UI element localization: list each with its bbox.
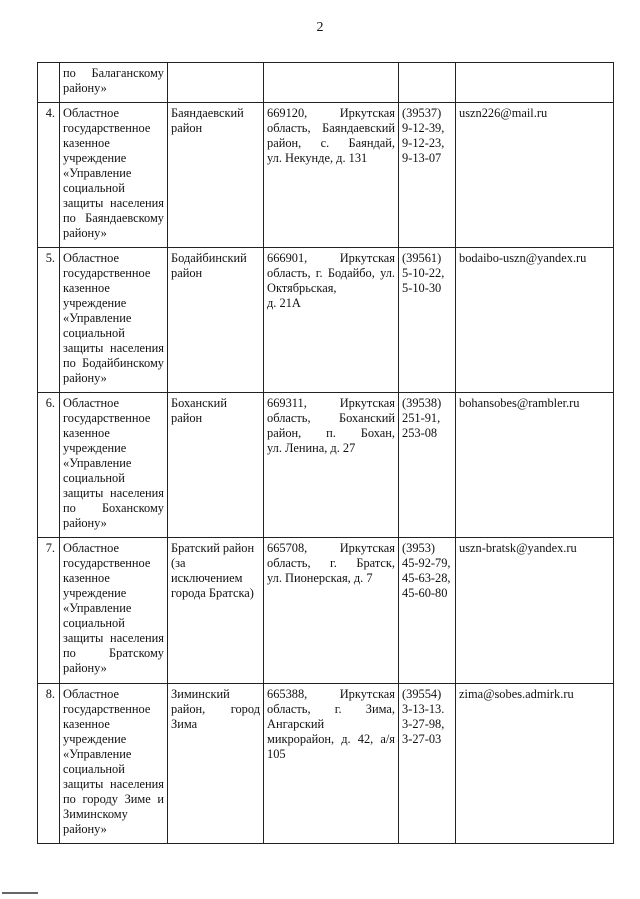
cell-num: 7.: [38, 538, 60, 684]
cell-email: zima@sobes.admirk.ru: [456, 684, 614, 844]
area-line: Боханский: [171, 396, 227, 410]
table-row: [38, 248, 614, 393]
phone-line: 45-92-79,: [402, 556, 451, 570]
cell-phone: [399, 63, 456, 103]
phone-line: 9-12-39,: [402, 121, 445, 135]
org-line: «Управление: [63, 166, 132, 180]
address-line: ул. Пионерская, д. 7: [267, 571, 373, 585]
address-line: Ангарский: [267, 717, 325, 731]
table-row: [38, 684, 614, 844]
cell-address: [264, 63, 399, 103]
cell-address: [264, 248, 399, 393]
address-line: Октябрьская,: [267, 281, 337, 295]
org-line: защиты населения: [63, 486, 164, 500]
area-line: Бодайбинский: [171, 251, 247, 265]
phone-line: 251-91,: [402, 411, 441, 425]
address-line: область, Боханский: [267, 411, 395, 425]
phone-line: (39554): [402, 687, 442, 701]
org-line: «Управление: [63, 456, 132, 470]
org-line: социальной: [63, 181, 125, 195]
org-line: Областное: [63, 396, 120, 410]
phone-line: 9-12-23,: [402, 136, 445, 150]
org-line: социальной: [63, 616, 125, 630]
cell-num: 4.: [38, 103, 60, 248]
phone-line: (39538): [402, 396, 442, 410]
cell-num: 6.: [38, 393, 60, 538]
cell-area: [168, 63, 264, 103]
area-line: города Братска): [171, 586, 254, 600]
org-line: по Бодайбинскому: [63, 356, 164, 370]
table-row-continuation: [38, 63, 614, 103]
org-line: Областное: [63, 106, 120, 120]
cell-area: [168, 393, 264, 538]
org-line: по Баяндаевскому: [63, 211, 164, 225]
phone-line: (39537): [402, 106, 442, 120]
address-line: область, г. Братск,: [267, 556, 395, 570]
cell-area: [168, 103, 264, 248]
phone-line: 5-10-22,: [402, 266, 445, 280]
cell-area: [168, 538, 264, 684]
registry-table: [37, 62, 614, 844]
cell-email: uszn-bratsk@yandex.ru: [456, 538, 614, 684]
phone-line: 253-08: [402, 426, 438, 440]
phone-line: 3-13-13.: [402, 702, 445, 716]
org-line: социальной: [63, 326, 125, 340]
cell-num: 8.: [38, 684, 60, 844]
scan-edge-mark: [2, 892, 38, 894]
org-line: государственное: [63, 411, 151, 425]
org-line: Областное: [63, 541, 120, 555]
cell-organization: [60, 63, 168, 103]
address-line: 665708, Иркутская: [267, 541, 395, 555]
org-line: району»: [63, 81, 107, 95]
phone-line: 9-13-07: [402, 151, 442, 165]
area-line: Баяндаевский: [171, 106, 244, 120]
cell-phone: [399, 684, 456, 844]
cell-email: bodaibo-uszn@yandex.ru: [456, 248, 614, 393]
phone-line: 45-60-80: [402, 586, 448, 600]
org-line: Зиминскому: [63, 807, 128, 821]
org-line: по Боханскому: [63, 501, 164, 515]
org-line: Областное: [63, 687, 120, 701]
org-line: социальной: [63, 762, 125, 776]
org-line: учреждение: [63, 151, 127, 165]
cell-address: [264, 538, 399, 684]
cell-phone: [399, 248, 456, 393]
area-line: Зима: [171, 717, 198, 731]
address-line: д. 21А: [267, 296, 301, 310]
address-line: 105: [267, 747, 286, 761]
area-line: район: [171, 121, 203, 135]
phone-line: (39561): [402, 251, 442, 265]
cell-address: [264, 393, 399, 538]
area-line: (за: [171, 556, 186, 570]
area-line: исключением: [171, 571, 243, 585]
org-line: району»: [63, 516, 107, 530]
org-line: учреждение: [63, 586, 127, 600]
org-line: защиты населения: [63, 196, 164, 210]
page-number: 2: [316, 20, 324, 35]
org-line: государственное: [63, 121, 151, 135]
org-line: казенное: [63, 426, 110, 440]
cell-phone: [399, 538, 456, 684]
area-line: Братский район: [171, 541, 255, 555]
org-line: учреждение: [63, 441, 127, 455]
phone-line: 45-63-28,: [402, 571, 451, 585]
area-line: район: [171, 411, 203, 425]
table-row: [38, 538, 614, 684]
org-line: государственное: [63, 266, 151, 280]
address-line: 666901, Иркутская: [267, 251, 395, 265]
org-line: учреждение: [63, 296, 127, 310]
address-line: 665388, Иркутская: [267, 687, 395, 701]
address-line: область, г. Зима,: [267, 702, 395, 716]
cell-email: [456, 63, 614, 103]
phone-line: (3953): [402, 541, 436, 555]
cell-address: [264, 103, 399, 248]
table-row: [38, 393, 614, 538]
org-line: Областное: [63, 251, 120, 265]
org-line: государственное: [63, 556, 151, 570]
org-line: району»: [63, 822, 107, 836]
org-line: «Управление: [63, 747, 132, 761]
cell-area: [168, 248, 264, 393]
address-line: 669311, Иркутская: [267, 396, 395, 410]
area-line: Зиминский: [171, 687, 230, 701]
cell-num: [38, 63, 60, 103]
org-line: району»: [63, 371, 107, 385]
address-line: область, г. Бодайбо, ул.: [267, 266, 395, 280]
area-line: район, город: [171, 702, 260, 716]
cell-email: uszn226@mail.ru: [456, 103, 614, 248]
area-line: район: [171, 266, 203, 280]
org-line: государственное: [63, 702, 151, 716]
phone-line: 3-27-98,: [402, 717, 445, 731]
address-line: область, Баяндаевский: [267, 121, 395, 135]
cell-organization: [60, 393, 168, 538]
cell-email: bohansobes@rambler.ru: [456, 393, 614, 538]
org-line: по Балаганскому: [63, 66, 164, 80]
phone-line: 3-27-03: [402, 732, 442, 746]
cell-area: [168, 684, 264, 844]
cell-phone: [399, 103, 456, 248]
cell-phone: [399, 393, 456, 538]
org-line: «Управление: [63, 311, 132, 325]
cell-organization: [60, 538, 168, 684]
org-line: «Управление: [63, 601, 132, 615]
org-line: казенное: [63, 717, 110, 731]
cell-organization: [60, 103, 168, 248]
cell-num: 5.: [38, 248, 60, 393]
table-row: [38, 103, 614, 248]
org-line: учреждение: [63, 732, 127, 746]
cell-organization: [60, 248, 168, 393]
org-line: по Братскому: [63, 646, 164, 660]
org-line: по городу Зиме и: [63, 792, 164, 806]
org-line: защиты населения: [63, 341, 164, 355]
org-line: казенное: [63, 281, 110, 295]
org-line: казенное: [63, 571, 110, 585]
org-line: защиты населения: [63, 631, 164, 645]
org-line: району»: [63, 661, 107, 675]
org-line: району»: [63, 226, 107, 240]
address-line: ул. Ленина, д. 27: [267, 441, 356, 455]
org-line: казенное: [63, 136, 110, 150]
phone-line: 5-10-30: [402, 281, 442, 295]
address-line: район, с. Баяндай,: [267, 136, 395, 150]
address-line: район, п. Бохан,: [267, 426, 395, 440]
org-line: социальной: [63, 471, 125, 485]
address-line: ул. Некунде, д. 131: [267, 151, 368, 165]
address-line: микрорайон, д. 42, а/я: [267, 732, 395, 746]
cell-address: [264, 684, 399, 844]
address-line: 669120, Иркутская: [267, 106, 395, 120]
registry-table-body: [38, 63, 614, 844]
org-line: защиты населения: [63, 777, 164, 791]
cell-organization: [60, 684, 168, 844]
